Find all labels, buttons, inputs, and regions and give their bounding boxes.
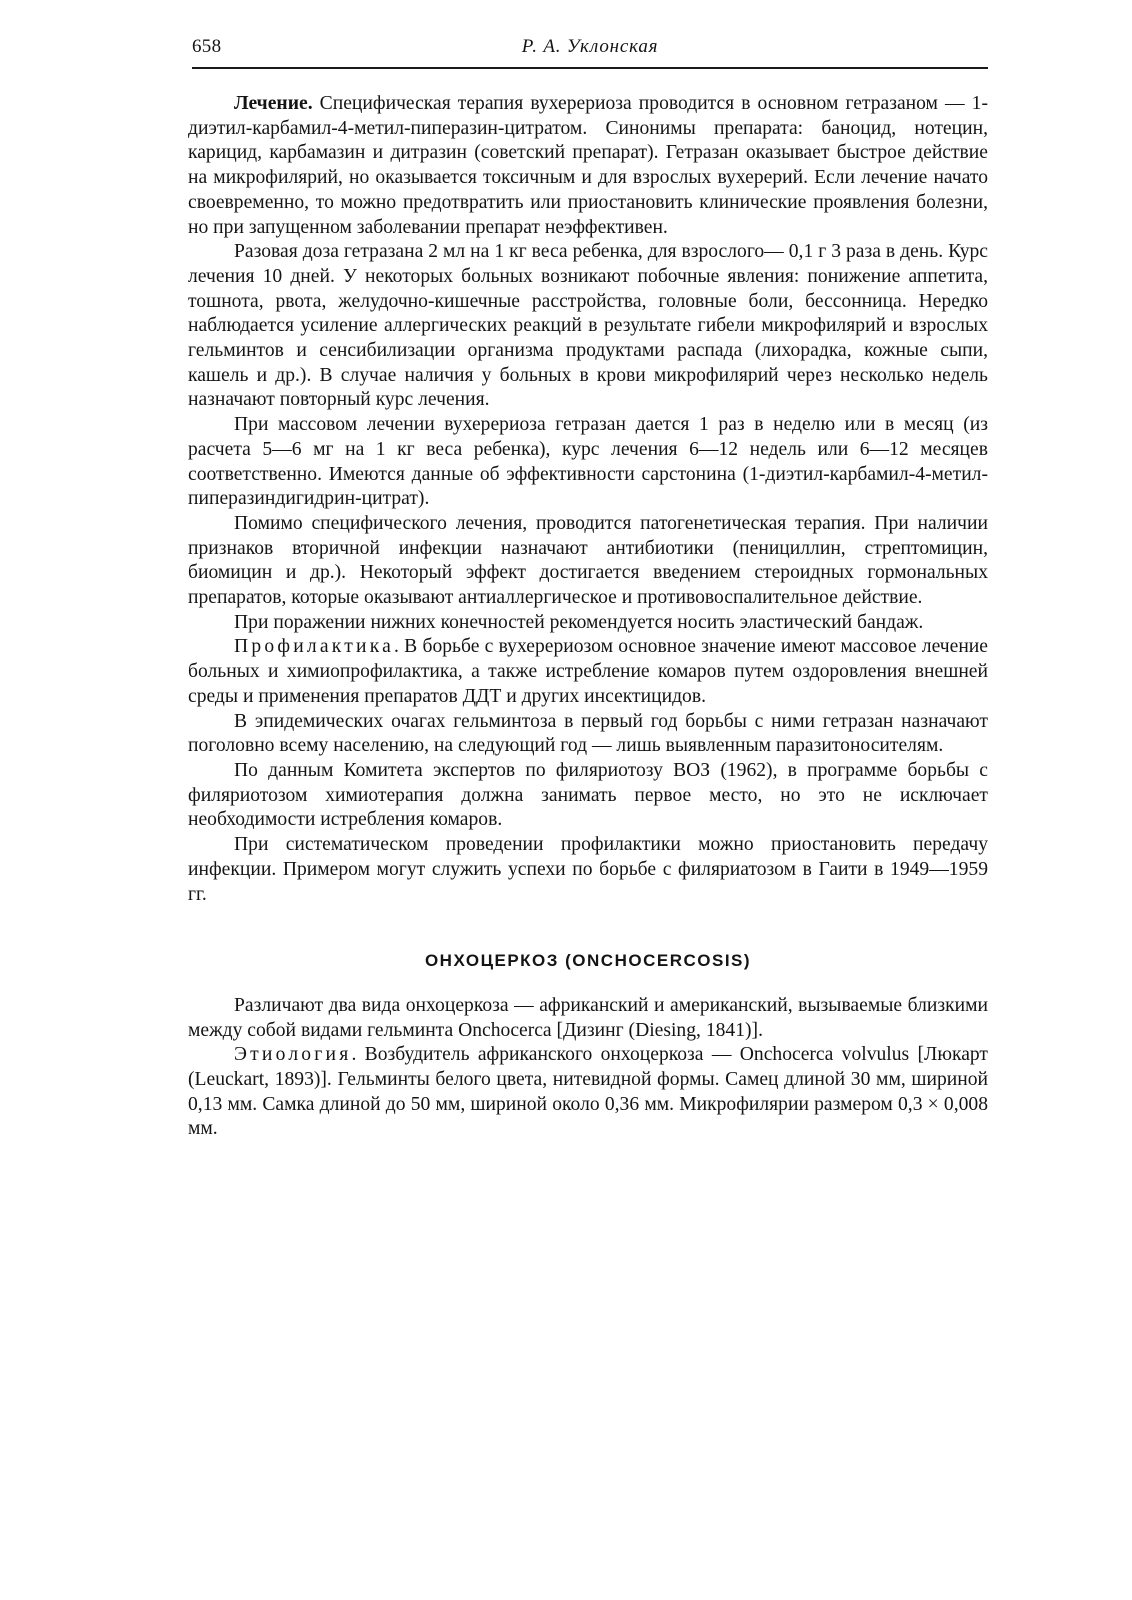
running-head-author: Р. А. Уклонская <box>521 36 659 57</box>
paragraph-mass-treatment <box>188 413 988 512</box>
paragraph-text: По данным Комитета экспертов по филяриотозу ВОЗ (1962), в программе борьбы с филяриотозом химиотерапия должна занимать первое место, но это не исключает необходимости истребления комаров. <box>188 759 988 831</box>
paragraph-bandage <box>188 611 988 636</box>
paragraph-text: При систематическом проведении профилактики можно приостановить передачу инфекции. Примером могут служить успехи по борьбе с филяриатозом в Гаити в 1949—1959 гг. <box>188 834 988 905</box>
body-text <box>188 92 988 1142</box>
header-rule <box>192 67 988 69</box>
paragraph-text: В эпидемических очагах гельминтоза в первый год борьбы с ними гетразан назначают поголовно всему населению, на следующий год — лишь выявленным паразитоносителям. <box>188 710 988 757</box>
run-in-heading-prophylaxis: Профилактика <box>234 636 395 658</box>
paragraph-text: Различают два вида онхоцеркоза — африканский и американский, вызываемые близкими между собой видами гельминта Onchocerca [Дизинг (Diesing, 1841)]. <box>188 994 988 1041</box>
paragraph-systematic-prophylaxis <box>188 833 988 907</box>
paragraph-prophylaxis <box>188 635 988 709</box>
section-heading: ОНХОЦЕРКОЗ (ONCHOCERCOSIS) <box>424 951 752 971</box>
paragraph-treatment <box>188 92 988 240</box>
run-in-heading-etiology: Этиология <box>234 1044 352 1066</box>
paragraph-dosage <box>188 240 988 413</box>
run-in-heading-treatment: Лечение. <box>234 93 313 114</box>
paragraph-text: . Возбудитель африканского онхоцеркоза — Onchocerca volvulus [Люкарт (Leuckart, 1893)]. Гельминты белого цвета, нитевидной формы. Самец длиной 30 мм, шириной 0,13 мм. Самка длиной до 50 мм, шириной около 0,36 мм. Микрофилярии размером 0,3 × 0,008 мм. <box>188 1044 988 1140</box>
paragraph-text: Помимо специфического лечения, проводится патогенетическая терапия. При наличии признаков вторичной инфекции назначают антибиотики (пенициллин, стрептомицин, биомицин и др.). Некоторый эффект достигается введением стероидных гормональных препаратов, которые оказывают антиаллергическое и противовоспалительное действие. <box>188 512 988 609</box>
paragraph-who-committee <box>188 759 988 833</box>
paragraph-text: При массовом лечении вухерериоза гетразан дается 1 раз в неделю или в месяц (из расчета 5—6 мг на 1 кг веса ребенка), курс лечения 6—12 недель или 6—12 месяцев соответственно. Имеются данные об эффективности сарстонина (1-диэтил-карбамил-4-метил-пиперазиндигидрин-цитрат). <box>188 414 988 510</box>
paragraph-text: Разовая доза гетразана 2 мл на 1 кг веса ребенка, для взрослого— 0,1 г 3 раза в день. Курс лечения 10 дней. У некоторых больных возникают побочные явления: понижение аппетита, тошнота, рвота, желудочно-кишечные расстройства, головные боли, бессонница. Нередко наблюдается усиление аллергических реакций в результате гибели микрофилярий и взрослых гельминтов и сенсибилизации организма продуктами распада (лихорадка, кожные сыпи, кашель и др.). В случае наличия у больных в крови микрофилярий через несколько недель назначают повторный курс лечения. <box>188 241 988 411</box>
paragraph-etiology <box>188 1043 988 1142</box>
paragraph-text: При поражении нижних конечностей рекомендуется носить эластический бандаж. <box>234 611 924 633</box>
paragraph-epidemic-foci <box>188 710 988 759</box>
paragraph-text: Специфическая терапия вухерериоза проводится в основном гетразаном — 1-диэтил-карбамил-4-метил-пиперазин-цитратом. Синонимы препарата: баноцид, нотецин, карицид, карбамазин и дитразин (советский препарат). Гетразан оказывает быстрое действие на микрофилярий, но оказывается токсичным и для взрослых вухерерий. Если лечение начато своевременно, то можно предотвратить или приостановить клинические проявления болезни, но при запущенном заболевании препарат неэффективен. <box>188 93 988 238</box>
page-number: 658 <box>192 36 222 57</box>
paragraph-onchocercosis-intro <box>188 994 988 1043</box>
running-head <box>192 36 988 62</box>
paragraph-pathogenetic-therapy <box>188 512 988 611</box>
paragraph-text: . В борьбе с вухерериозом основное значение имеют массовое лечение больных и химиопрофилактика, а также истребление комаров путем оздоровления внешней среды и применения препаратов ДДТ и других инсектицидов. <box>188 636 988 707</box>
